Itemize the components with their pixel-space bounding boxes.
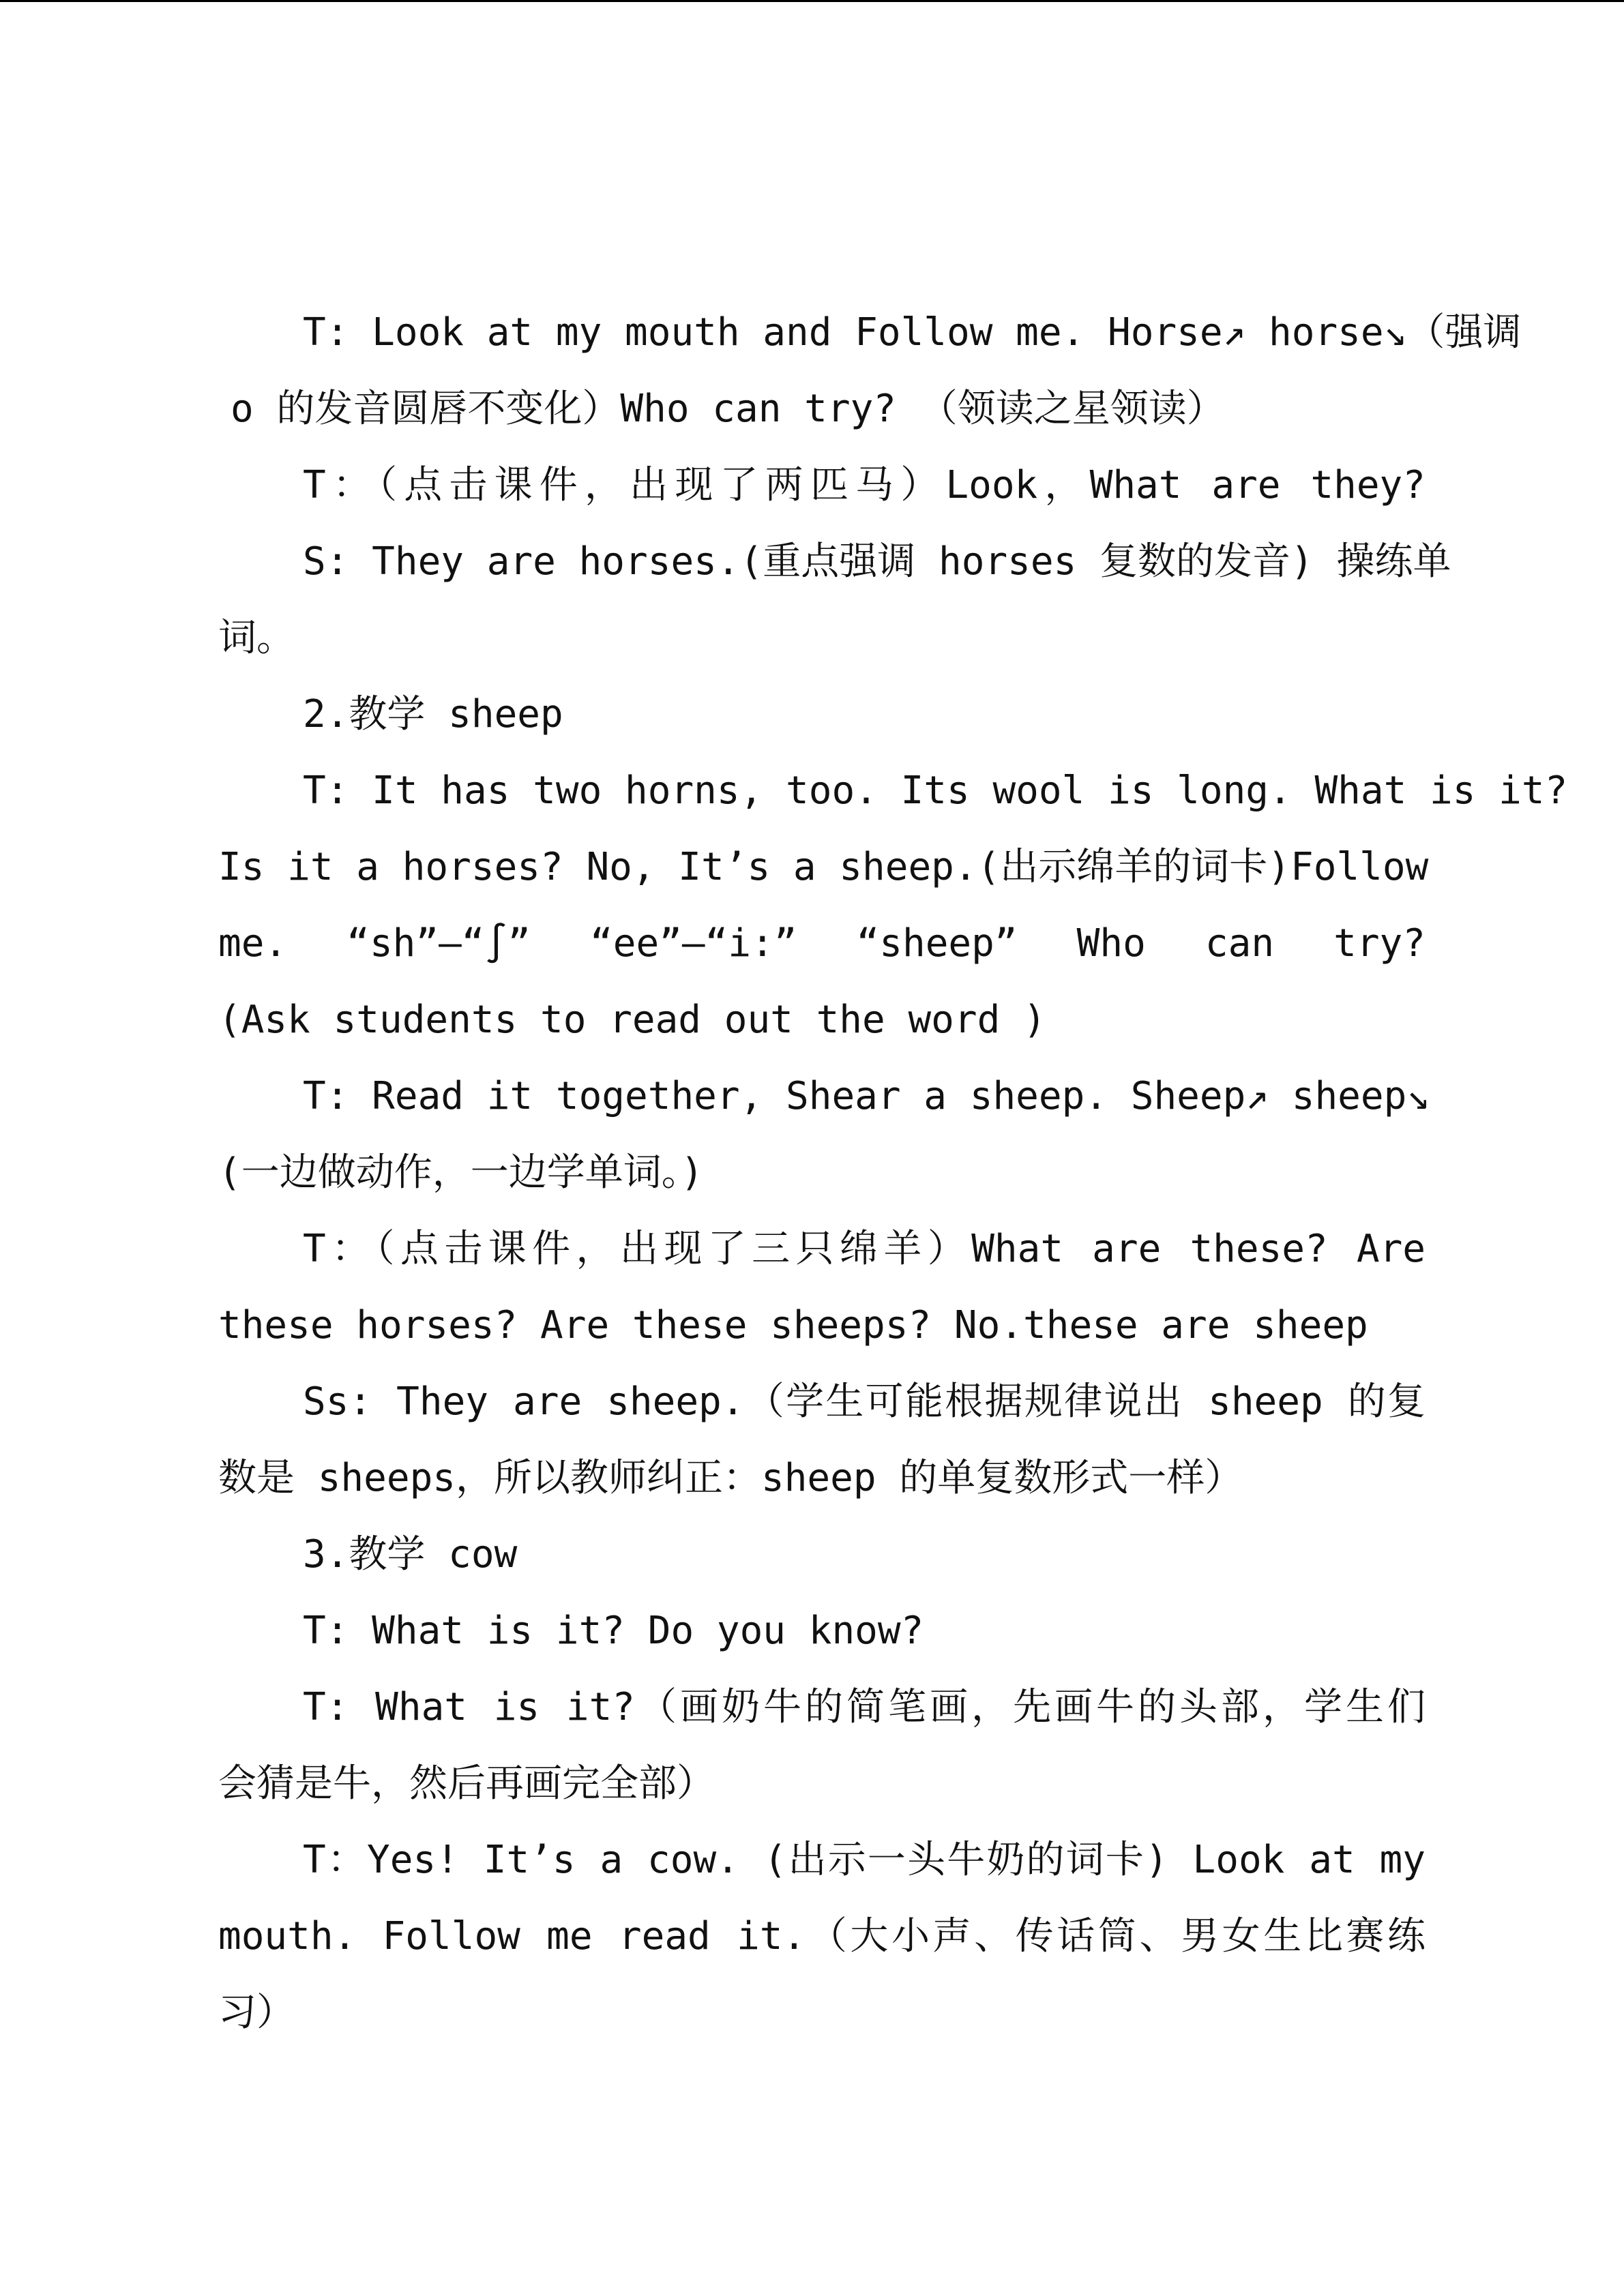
text-line: 会猜是牛，然后再画完全部） [218, 1761, 715, 1806]
section-heading: 3.教学 cow [303, 1532, 518, 1577]
text-line: Ss: They are sheep.（学生可能根据规律说出 sheep 的复 [303, 1380, 1426, 1424]
text-line: (Ask students to read out the word ) [218, 998, 1046, 1042]
section-heading: 2.教学 sheep [303, 692, 563, 736]
text-line: T: It has two horns, too. Its wool is long. What is it? [303, 769, 1568, 813]
text-line: T：Yes! It’s a cow. (出示一头牛奶的词卡) Look at my [303, 1838, 1426, 1882]
text-line: T: What is it?（画奶牛的简笔画，先画牛的头部，学生们 [303, 1685, 1426, 1729]
text-line: these horses? Are these sheeps? No.these are sheep [218, 1303, 1368, 1347]
text-line: T: Read it together, Shear a sheep. Sheep↗ sheep↘ [303, 1074, 1430, 1118]
text-line: T：（点击课件，出现了三只绵羊）What are these? Are [303, 1227, 1426, 1271]
text-line: S: They are horses.(重点强调 horses 复数的发音) 操练单 [303, 539, 1451, 584]
text-line: 词。 [218, 616, 295, 660]
text-line: (一边做动作，一边学单词。) [218, 1150, 704, 1195]
text-line: mouth. Follow me read it.（大小声、传话筒、男女生比赛练 [218, 1914, 1426, 1958]
text-line: o 的发音圆唇不变化）Who can try? （领读之星领读） [231, 387, 1225, 431]
text-line: 数是 sheeps，所以教师纠正：sheep 的单复数形式一样） [218, 1456, 1243, 1500]
text-line: 习） [218, 1991, 295, 2035]
text-line: me. “sh”—“∫” “ee”—“i:” “sheep” Who can try? [218, 921, 1426, 966]
text-line: T：（点击课件，出现了两匹马）Look，What are they? [303, 463, 1426, 507]
text-line: T: Look at my mouth and Follow me. Horse↗ horse↘（强调 [303, 310, 1522, 355]
text-line: T: What is it? Do you know? [303, 1609, 924, 1653]
text-line: Is it a horses? No, It’s a sheep.(出示绵羊的词卡)Follow [218, 845, 1429, 889]
